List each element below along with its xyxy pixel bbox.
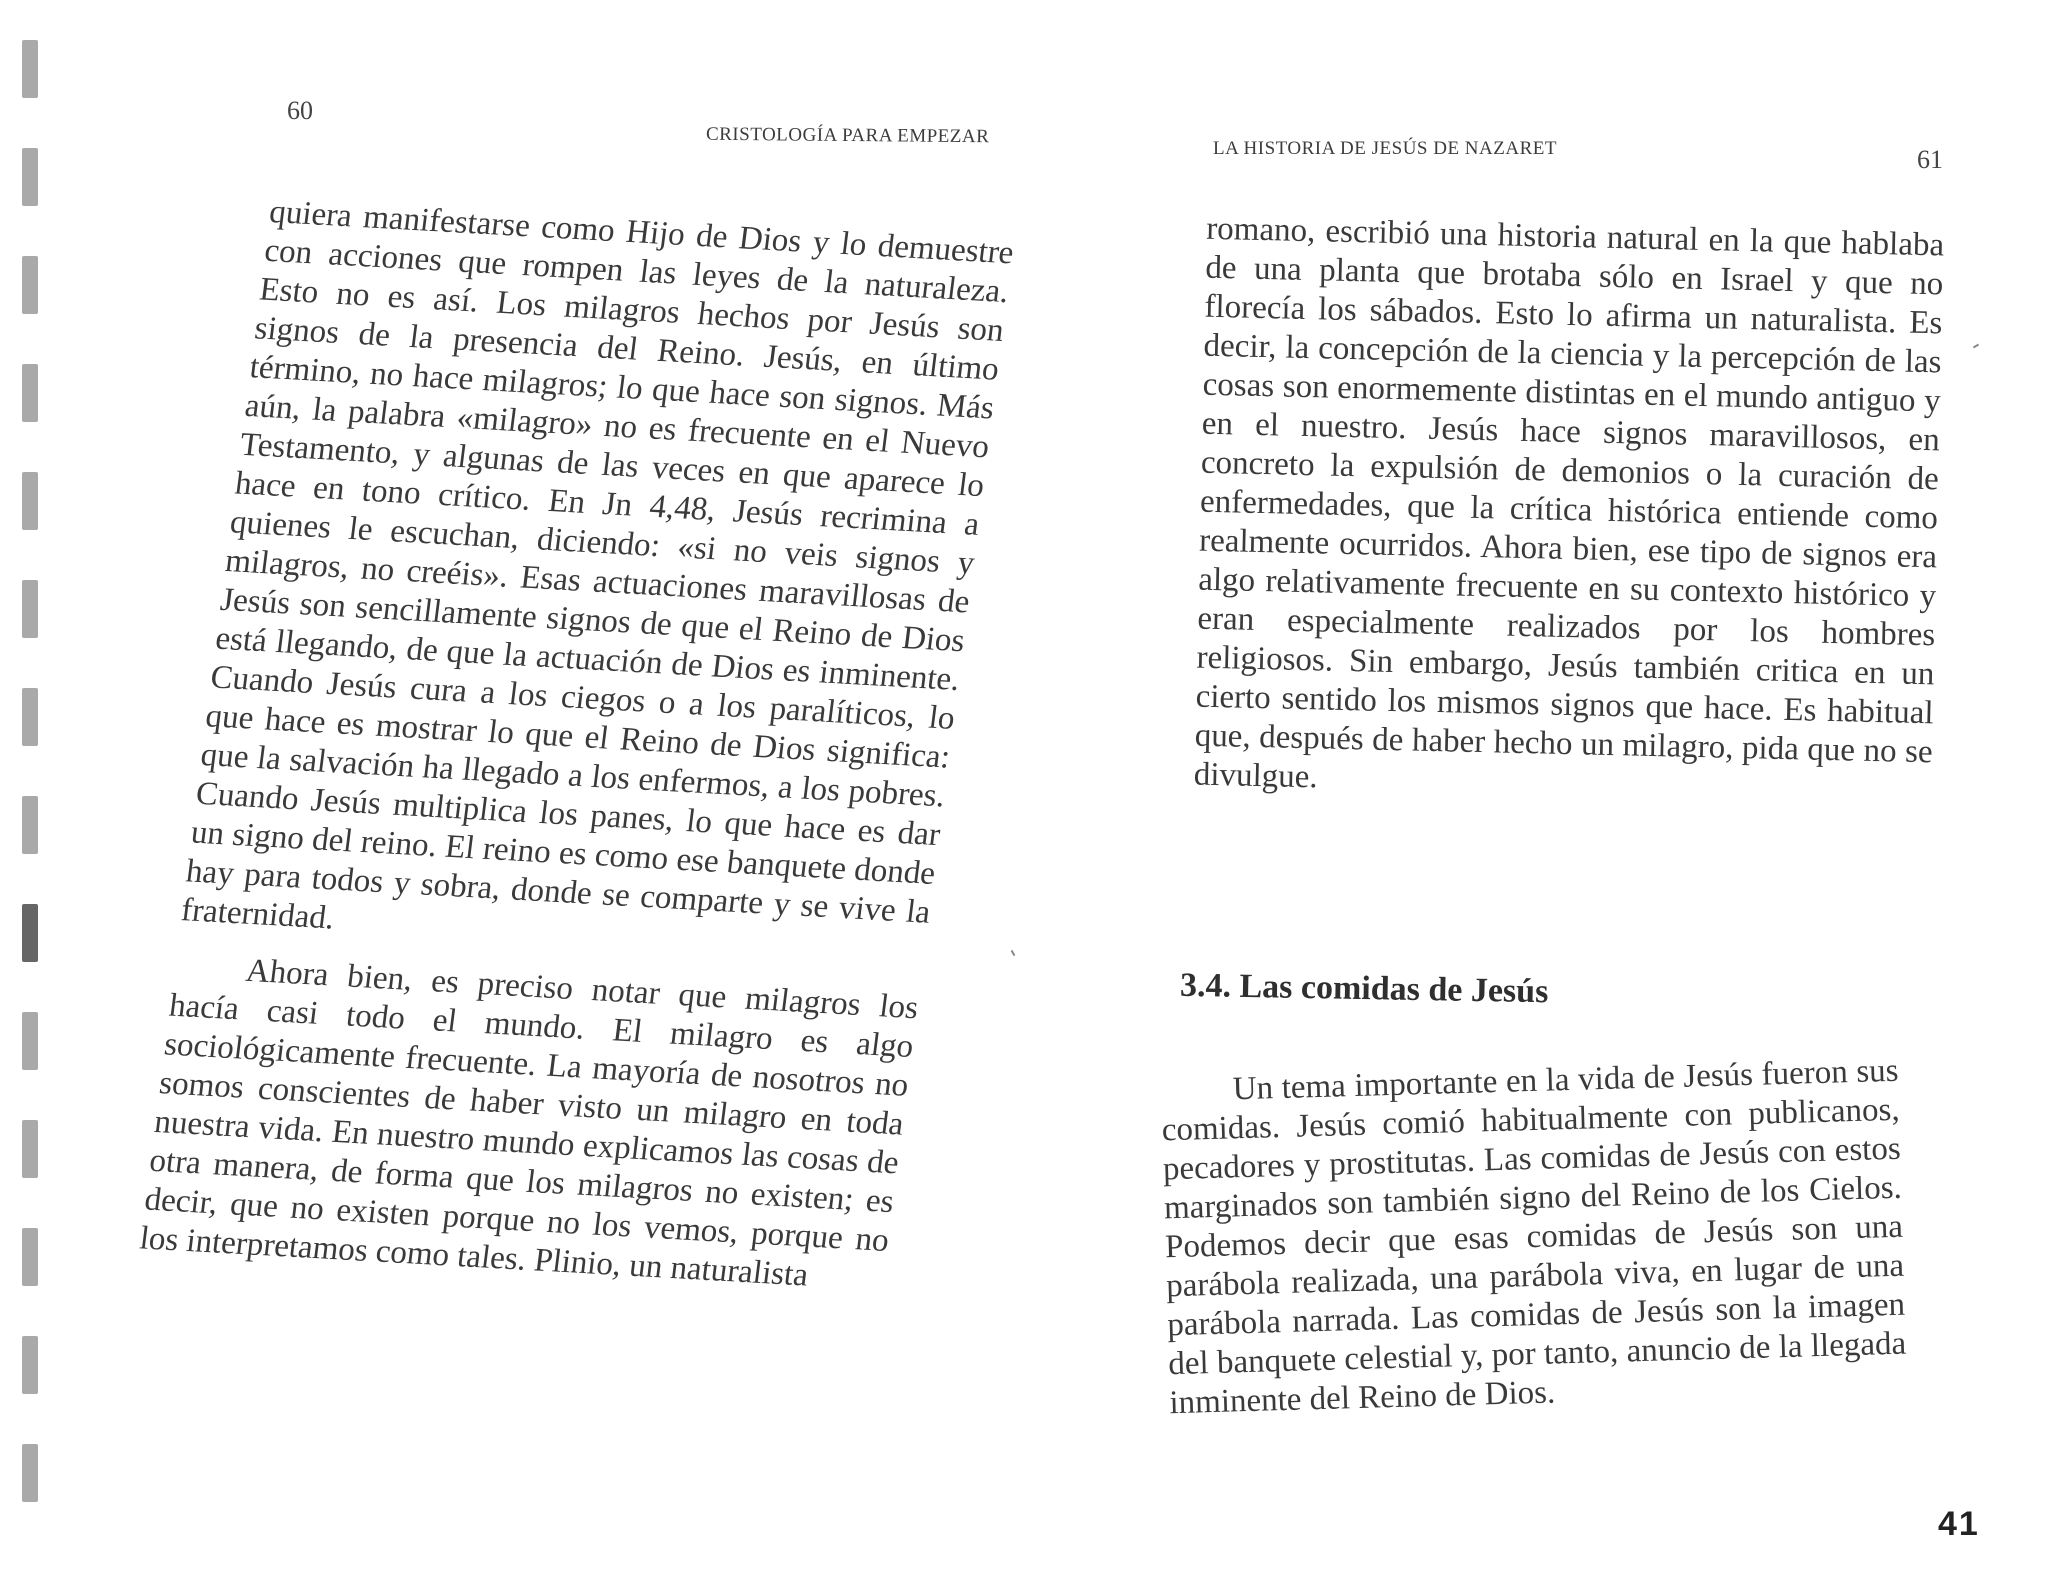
binding-hole [22, 1120, 38, 1178]
binding-hole [22, 796, 38, 854]
binding-holes [22, 40, 40, 1580]
right-section-text-block [1160, 1052, 1908, 1423]
binding-hole [22, 364, 38, 422]
left-text-block [137, 193, 1015, 1300]
binding-hole [22, 904, 38, 962]
right-paragraph-1: romano, escribió una historia natural en la que hablaba de una planta que brotaba sólo en Israel y que no florecía los sábados. Esto lo afirma un naturalista. Es decir, la concepción de la ciencia y la percepción de las cosas son enormemente distintas en el mundo antiguo y en el nuestro. Jesús hace signos maravillosos, en concreto la expulsión de demonios o la curación de enfermedades, que la crítica histórica entiende como realmente ocurridos. Ahora bien, ese tipo de signos era algo relativamente frecuente en su contexto histórico y eran especialmente realizados por los hombres religiosos. Sin embargo, Jesús también critica en un cierto sentido los mismos signos que hace. Es habitual que, después de haber hecho un milagro, pida que no se divulgue. [1193, 210, 1945, 796]
left-paragraph-2: Ahora bien, es preciso notar que milagros los hacía casi todo el mundo. El milagro es algo sociológicamente frecuente. La mayoría de nosotros no somos conscientes de haber visto un milagro en toda nuestra vida. En nuestro mundo explicamos las cosas de otra manera, de forma que los milagros no existen; es decir, que no existen porque no los vemos, porque no los interpretamos como tales. Plinio, un naturalista [137, 952, 921, 1294]
section-heading: 3.4. Las comidas de Jesús [1179, 966, 1549, 1011]
binding-hole [22, 148, 38, 206]
right-text-block [1193, 210, 1944, 812]
left-running-head: CRISTOLOGÍA PARA EMPEZAR [705, 123, 990, 148]
right-running-head: LA HISTORIA DE JESÚS DE NAZARET [1213, 138, 1557, 159]
sheet-number: 41 [1938, 1505, 1980, 1543]
binding-hole [22, 40, 38, 98]
left-paragraph-1: quiera manifestarse como Hijo de Dios y lo demuestre con acciones que rompen las leyes de la naturaleza. Esto no es así. Los milagros hechos por Jesús son signos de la presencia del Reino. Jesús, en último término, no hace milagros; lo que hace son signos. Más aún, la palabra «milagro» no es frecuente en el Nuevo Testamento, y algunas de las veces en que aparece lo hace en tono crítico. En Jn 4,48, Jesús recrimina a quienes le escuchan, diciendo: «si no veis signos y milagros, no creéis». Esas actuaciones maravillosas de Jesús son sencillamente signos de que el Reino de Dios está llegando, de que la actuación de Dios es inminente. Cuando Jesús cura a los ciegos o a los paralíticos, lo que hace es mostrar lo que el Reino de Dios significa: que la salvación ha llegado a los enfermos, a los pobres. Cuando Jesús multiplica los panes, lo que hace es dar un signo del reino. El reino es como ese banquete donde hay para todos y sobra, donde se comparte y se vive la fraternidad. [179, 193, 1016, 937]
binding-hole [22, 1228, 38, 1286]
binding-hole [22, 472, 38, 530]
left-page-number: 60 [287, 96, 313, 125]
right-page-number: 61 [1917, 145, 1943, 174]
binding-hole [22, 1012, 38, 1070]
stray-mark [1973, 344, 1979, 349]
section-paragraph-1: Un tema importante en la vida de Jesús fueron sus comidas. Jesús comió habitualmente con publicanos, pecadores y prostitutas. Las comidas de Jesús con estos marginados son también signo del Reino de los Cielos. Podemos decir que esas comidas de Jesús son una parábola realizada, una parábola viva, en lugar de una parábola narrada. Las comidas de Jesús son la imagen del banquete celestial y, por tanto, anuncio de la llegada inminente del Reino de Dios. [1161, 1052, 1907, 1422]
binding-hole [22, 1444, 38, 1502]
binding-hole [22, 1336, 38, 1394]
binding-hole [22, 256, 38, 314]
stray-mark [1011, 950, 1016, 956]
binding-hole [22, 580, 38, 638]
binding-hole [22, 688, 38, 746]
